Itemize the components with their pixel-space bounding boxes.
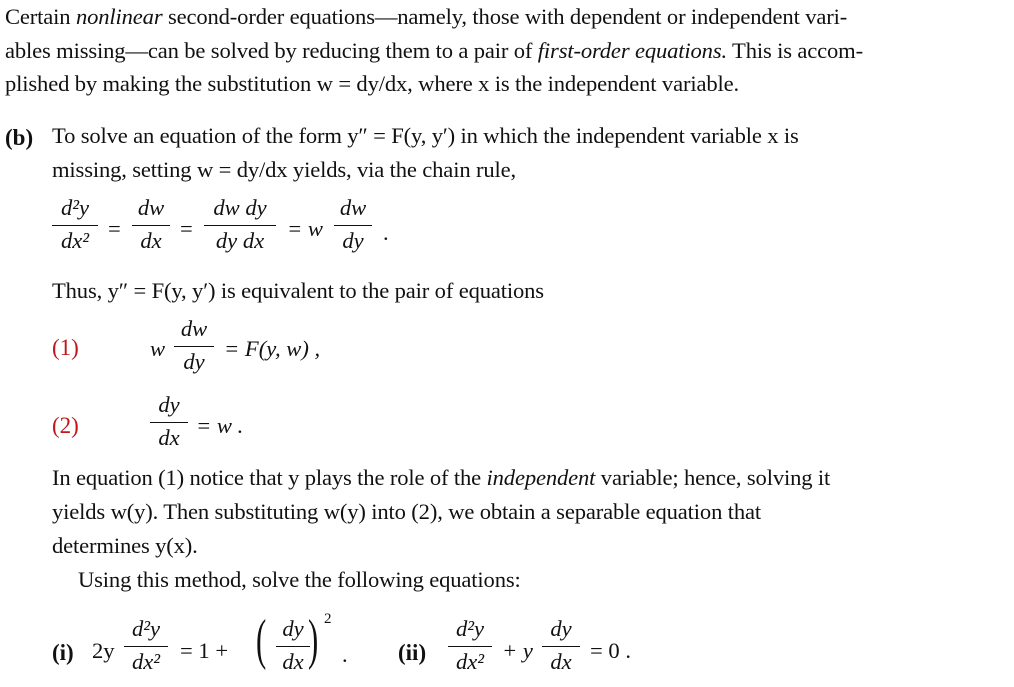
equation-1-rhs: = F(y, w) , — [224, 336, 321, 361]
right-paren: ) — [308, 609, 319, 671]
exponent: 2 — [324, 611, 332, 627]
problem-ii-end: = 0 . — [590, 638, 631, 663]
problem-i-coefficient: 2y — [92, 638, 115, 663]
equals-sign: = — [108, 216, 121, 241]
fraction-d2y-dx2: d²y dx² — [52, 197, 98, 256]
fraction-dw-dy-dy-dx: dw dy dy dx — [204, 197, 276, 256]
fraction-dy-dx: dy dx — [276, 618, 310, 677]
equation-1-label: (1) — [52, 335, 79, 360]
equals-sign: = — [180, 216, 193, 241]
fraction-dy-dx: dy dx — [542, 618, 580, 677]
fraction-d2y-dx2: d²y dx² — [448, 618, 492, 677]
period: . — [342, 642, 348, 667]
paragraph-line-3: determines y(x). — [52, 533, 198, 558]
fraction-d2y-dx2: d²y dx² — [124, 618, 168, 677]
problem-ii-middle: + y — [502, 638, 533, 663]
equation-2-label: (2) — [52, 413, 79, 438]
problem-i-middle: = 1 + — [180, 638, 229, 663]
problem-ii-label: (ii) — [398, 640, 427, 665]
period: . — [383, 220, 389, 245]
method-line: Using this method, solve the following equations: — [78, 567, 521, 592]
paragraph-line-1: In equation (1) notice that y plays the role of the independent variable; hence, solving it — [52, 465, 831, 490]
fraction-dy-dx: dy dx — [150, 394, 188, 453]
paragraph-line-2: yields w(y). Then substituting w(y) into (2), we obtain a separable equation that — [52, 499, 762, 524]
equation-2-rhs: = w . — [196, 413, 244, 438]
part-b-line-2: missing, setting w = dy/dx yields, via the chain rule, — [52, 157, 516, 182]
fraction-dw-dy: dw dy — [174, 318, 214, 377]
part-b-label: (b) — [5, 125, 34, 150]
equation-1-w: w — [150, 336, 166, 361]
thus-line: Thus, y″ = F(y, y′) is equivalent to the pair of equations — [52, 278, 544, 303]
fraction-dw-dy: dw dy — [334, 197, 372, 256]
equals-w: = w — [287, 216, 323, 241]
part-b-line-1: To solve an equation of the form y″ = F(y, y′) in which the independent variable x is — [52, 123, 799, 148]
left-paren: ( — [256, 609, 267, 671]
fraction-dw-dx: dw dx — [132, 197, 170, 256]
intro-line-1: Certain nonlinear second-order equations—namely, those with dependent or independent vari- — [5, 4, 848, 29]
intro-line-3: plished by making the substitution w = dy/dx, where x is the independent variable. — [5, 71, 739, 96]
problem-i-label: (i) — [52, 640, 74, 665]
intro-line-2: ables missing—can be solved by reducing them to a pair of first-order equations. This is accom- — [5, 38, 863, 63]
